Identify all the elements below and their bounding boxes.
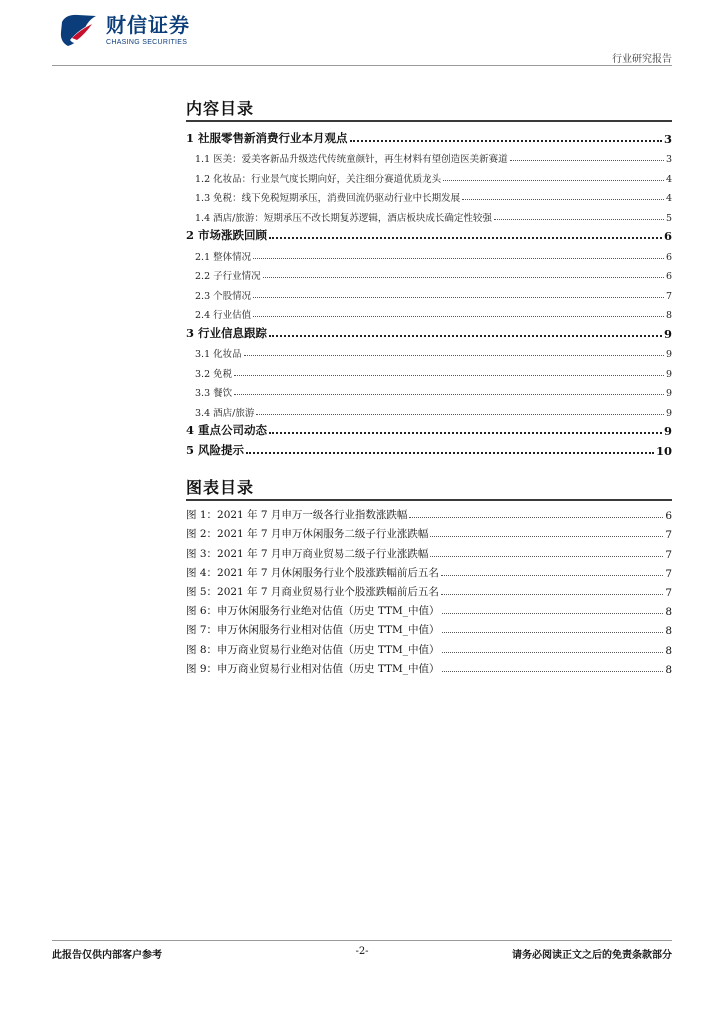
toc-entry-page: 6 [663,229,672,243]
leader-dots [350,140,662,142]
toc-entry-page: 9 [665,388,672,399]
figure-entry-title: 图 3：2021 年 7 月申万商业贸易二级子行业涨跌幅 [186,547,429,560]
figure-entry-page: 7 [665,567,672,580]
figure-entry-page: 8 [665,663,672,676]
list-of-figures [186,503,672,676]
leader-dots [462,199,664,200]
toc-entry-title: 1.4 酒店/旅游：短期承压不改长期复苏逻辑，酒店板块成长确定性较强 [195,212,492,224]
toc-entry[interactable] [186,321,672,341]
figure-entry-title: 图 4：2021 年 7 月休闲服务行业个股涨跌幅前后五名 [186,566,439,579]
leader-dots [441,594,663,595]
leader-dots [510,160,664,161]
toc-entry[interactable] [186,438,672,458]
toc-entry-page: 10 [655,443,672,458]
toc-entry-title: 4 重点公司动态 [186,423,268,437]
brand-name-cn: 财信证券 [106,13,190,37]
toc-entry[interactable] [186,360,672,380]
figure-entry[interactable] [186,561,672,580]
toc-entry-page: 3 [663,131,672,146]
toc-entry[interactable] [186,341,672,361]
toc-entry[interactable] [186,165,672,185]
leader-dots [442,671,664,672]
figure-entry[interactable] [186,599,672,618]
leader-dots [443,180,664,181]
leader-dots [234,375,664,376]
toc-entry[interactable] [186,380,672,400]
figure-entry-page: 8 [665,606,672,619]
toc-entry[interactable] [186,263,672,283]
table-of-contents [186,126,672,458]
toc-entry-page: 6 [665,251,672,263]
toc-entry[interactable] [186,185,672,205]
brand-block [106,14,190,46]
leader-dots [244,355,664,356]
toc-entry-page: 9 [665,349,672,360]
figure-entry-title: 图 9：申万商业贸易行业相对估值（历史 TTM_中值） [186,662,440,675]
leader-dots [430,556,663,557]
leader-dots [442,613,664,614]
toc-entry-page: 7 [665,290,672,302]
figure-entry-title: 图 6：申万休闲服务行业绝对估值（历史 TTM_中值） [186,605,440,618]
toc-entry[interactable] [186,243,672,263]
figure-entry-title: 图 8：申万商业贸易行业绝对估值（历史 TTM_中值） [186,643,440,656]
toc-entry-page: 9 [665,407,672,419]
leader-dots [269,237,662,239]
leader-dots [269,432,662,434]
toc-entry[interactable] [186,224,672,244]
toc-entry-title: 3.2 免税 [195,368,233,380]
leader-dots [263,277,664,278]
brand-name-en: CHASING SECURITIES [106,39,188,46]
figure-entry[interactable] [186,503,672,522]
figure-entry-page: 8 [665,644,672,657]
toc-entry-page: 6 [665,271,672,282]
toc-entry-page: 8 [665,310,672,321]
toc-entry[interactable] [186,204,672,224]
figure-entry[interactable] [186,580,672,599]
toc-entry-page: 9 [663,326,672,341]
footer-disclaimer-left: 此报告仅供内部客户参考 [52,950,162,961]
leader-dots [442,632,664,633]
toc-entry[interactable] [186,399,672,419]
toc-entry-title: 2 市场涨跌回顾 [186,228,268,242]
figure-entry[interactable] [186,541,672,560]
leader-dots [256,414,664,415]
figure-entry-title: 图 7：申万休闲服务行业相对估值（历史 TTM_中值） [186,624,440,637]
toc-entry-title: 3 行业信息跟踪 [186,325,268,340]
figures-heading-rule [186,499,672,501]
header-divider [52,65,672,66]
toc-entry-page: 4 [665,173,672,185]
figure-entry-page: 7 [665,529,672,542]
toc-entry-title: 2.3 个股情况 [195,290,252,302]
document-type-label: 行业研究报告 [612,54,672,65]
figure-entry-page: 6 [665,510,672,523]
toc-entry-page: 9 [663,424,672,438]
toc-entry-title: 2.4 行业估值 [195,310,252,321]
toc-entry[interactable] [186,419,672,439]
toc-entry-title: 1.1 医美：爱美客新品升级迭代传统童颜针，再生材料有望创造医美新赛道 [195,154,508,165]
toc-entry-title: 1 社服零售新消费行业本月观点 [186,130,348,145]
chasing-securities-logo-icon [58,12,100,50]
figure-entry-page: 7 [665,548,672,561]
leader-dots [269,335,662,337]
figures-heading: 图表目录 [186,478,255,497]
leader-dots [246,452,654,454]
toc-entry-page: 4 [665,193,672,204]
toc-entry-title: 3.4 酒店/旅游 [195,407,255,419]
toc-entry-page: 3 [665,154,672,165]
toc-entry-title: 5 风险提示 [186,442,245,457]
figure-entry[interactable] [186,657,672,676]
toc-entry-page: 9 [665,368,672,380]
toc-entry-title: 2.1 整体情况 [195,251,252,263]
toc-entry[interactable] [186,282,672,302]
toc-entry-title: 3.1 化妆品 [195,349,242,360]
toc-entry[interactable] [186,126,672,146]
toc-entry[interactable] [186,302,672,322]
leader-dots [253,316,664,317]
toc-heading-rule [186,120,672,122]
toc-entry-title: 1.3 免税：线下免税短期承压，消费回流仍驱动行业中长期发展 [195,193,461,204]
toc-entry-title: 2.2 子行业情况 [195,271,261,282]
toc-entry-title: 3.3 餐饮 [195,388,233,399]
figure-entry-title: 图 1：2021 年 7 月申万一级各行业指数涨跌幅 [186,509,408,522]
figure-entry-page: 7 [665,586,672,599]
leader-dots [409,517,663,518]
leader-dots [494,219,664,220]
footer-divider [52,940,672,941]
figure-entry[interactable] [186,522,672,541]
figure-entry[interactable] [186,637,672,656]
leader-dots [253,258,664,259]
leader-dots [234,394,664,395]
figure-entry-page: 8 [665,625,672,638]
footer-disclaimer-right: 请务必阅读正文之后的免责条款部分 [512,950,672,961]
page-header [0,0,724,70]
page-number: -2- [355,946,369,957]
leader-dots [442,652,664,653]
toc-entry-title: 1.2 化妆品：行业景气度长期向好，关注细分赛道优质龙头 [195,173,442,185]
leader-dots [253,297,664,298]
leader-dots [441,575,663,576]
leader-dots [430,536,663,537]
toc-entry-page: 5 [665,212,672,224]
toc-entry[interactable] [186,146,672,166]
toc-heading: 内容目录 [186,99,255,118]
figure-entry-title: 图 5：2021 年 7 月商业贸易行业个股涨跌幅前后五名 [186,585,439,598]
figure-entry-title: 图 2：2021 年 7 月申万休闲服务二级子行业涨跌幅 [186,528,429,541]
figure-entry[interactable] [186,618,672,637]
